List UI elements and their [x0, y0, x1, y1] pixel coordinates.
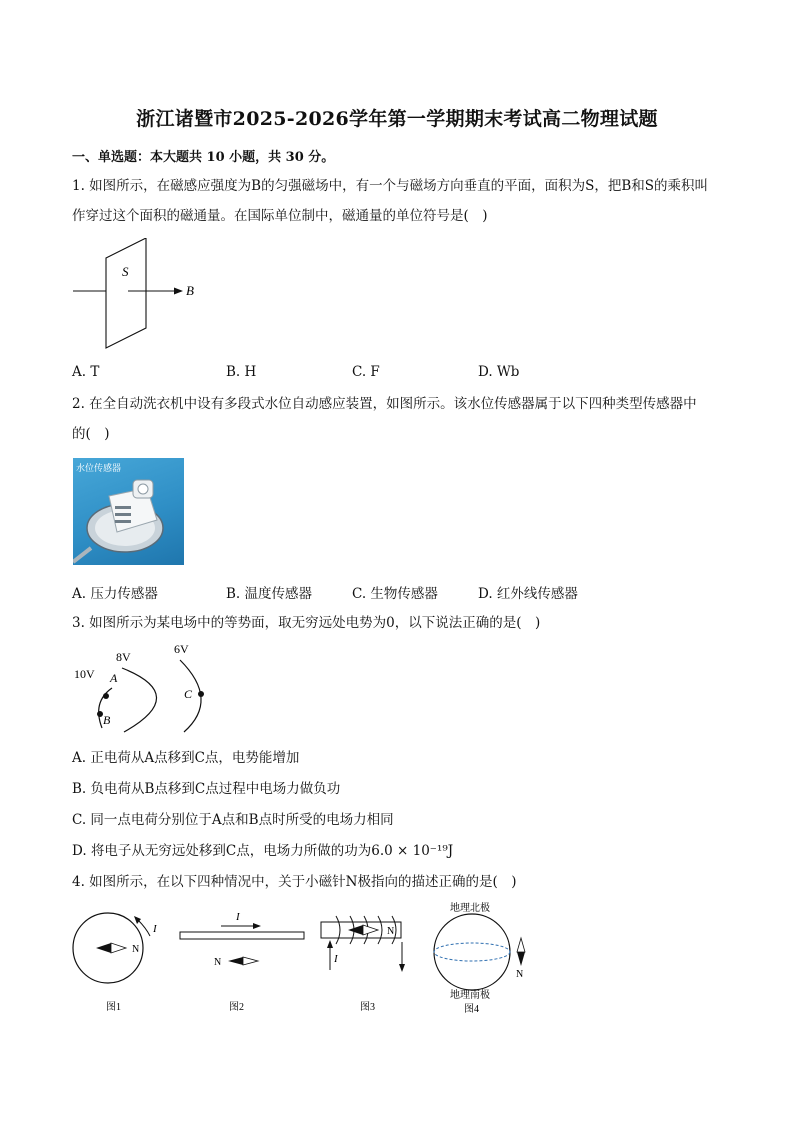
fig2-north-label: N — [214, 957, 222, 968]
figure-3-solenoid — [321, 916, 405, 1013]
q3-option-d[interactable]: D. 将电子从无穷远处移到C点，电场力所做的功为6.0 × 10⁻¹⁹J — [72, 843, 454, 859]
q2-option-b[interactable]: B. 温度传感器 — [226, 586, 313, 602]
q3-stem: 3. 如图所示为某电场中的等势面，取无穷远处电势为0，以下说法正确的是( ) — [72, 615, 541, 631]
fig1-caption: 图1 — [106, 1002, 121, 1013]
sensor-illustration — [73, 458, 184, 565]
fig4-south-pole: 地理南极 — [450, 990, 490, 1001]
q1-plane — [106, 238, 146, 348]
q1-flux-figure — [70, 238, 210, 353]
point-c — [198, 691, 204, 697]
fig2-needle-dark — [228, 957, 243, 965]
fig4-needle-dark — [517, 952, 525, 966]
fig2-needle-light — [243, 957, 258, 965]
fig1-north-label: N — [132, 944, 140, 955]
fig3-north-label: N — [387, 926, 395, 937]
q1-option-b[interactable]: B. H — [226, 364, 257, 380]
section-heading: 一、单选题：本大题共 10 小题，共 30 分。 — [72, 150, 335, 165]
q4-magnet-figures — [66, 900, 546, 1018]
q4-stem: 4. 如图所示，在以下四种情况中，关于小磁针N极指向的描述正确的是( ) — [72, 874, 517, 890]
q1-stem-line1: 1. 如图所示，在磁感应强度为B的匀强磁场中，有一个与磁场方向垂直的平面，面积为S，把B和S的乘积叫 — [72, 178, 709, 194]
label-c: C — [184, 687, 193, 701]
water-level-sensor-image — [73, 458, 184, 565]
photo-caption: 水位传感器 — [76, 464, 122, 474]
q1-stem-line2: 作穿过这个面积的磁通量。在国际单位制中，磁通量的单位符号是( ) — [72, 208, 488, 224]
label-8v: 8V — [116, 650, 131, 664]
q2-option-c[interactable]: C. 生物传感器 — [352, 586, 438, 602]
fig2-current-label: I — [236, 911, 240, 923]
q3-option-c[interactable]: C. 同一点电荷分别位于A点和B点时所受的电场力相同 — [72, 812, 394, 828]
equipotential-8v — [122, 668, 157, 732]
point-a — [103, 693, 109, 699]
q2-stem-line2: 的( ) — [72, 426, 110, 442]
fig3-caption: 图3 — [360, 1002, 375, 1013]
q1-option-a[interactable]: A. T — [72, 364, 100, 380]
label-10v: 10V — [74, 667, 95, 681]
fig2-caption: 图2 — [229, 1002, 244, 1013]
q3-option-a[interactable]: A. 正电荷从A点移到C点，电势能增加 — [72, 750, 300, 766]
fig1-current-label: I — [153, 923, 157, 935]
q2-stem-line1: 2. 在全自动洗衣机中设有多段式水位自动感应装置，如图所示。该水位传感器属于以下四种类型传感器中 — [72, 396, 697, 412]
page-title: 浙江诸暨市2025-2026学年第一学期期末考试高二物理试题 — [136, 108, 658, 130]
fig1-needle-light — [111, 943, 126, 953]
label-6v: 6V — [174, 642, 189, 656]
label-a: A — [110, 671, 118, 685]
q2-option-a[interactable]: A. 压力传感器 — [72, 586, 158, 602]
q2-option-d[interactable]: D. 红外线传感器 — [478, 586, 578, 602]
fig3-current-label: I — [334, 953, 338, 965]
q1-option-c[interactable]: C. F — [352, 364, 380, 380]
q1-label-s: S — [122, 264, 129, 279]
figure-2-straight-wire — [180, 911, 304, 1013]
fig4-north-label: N — [516, 969, 524, 980]
q3-option-b[interactable]: B. 负电荷从B点移到C点过程中电场力做负功 — [72, 781, 341, 797]
figure-4-earth — [434, 901, 525, 1015]
fig4-needle-light — [517, 938, 525, 952]
q1-field-arrowhead — [174, 288, 183, 295]
q1-label-b: B — [186, 283, 194, 298]
label-b: B — [103, 713, 111, 727]
fig4-north-pole: 地理北极 — [450, 903, 490, 914]
fig4-caption: 图4 — [464, 1004, 479, 1015]
q1-option-d[interactable]: D. Wb — [478, 364, 520, 380]
figure-1-current-loop — [73, 913, 158, 1013]
fig1-needle-dark — [96, 943, 111, 953]
q3-equipotential-figure — [70, 640, 220, 735]
